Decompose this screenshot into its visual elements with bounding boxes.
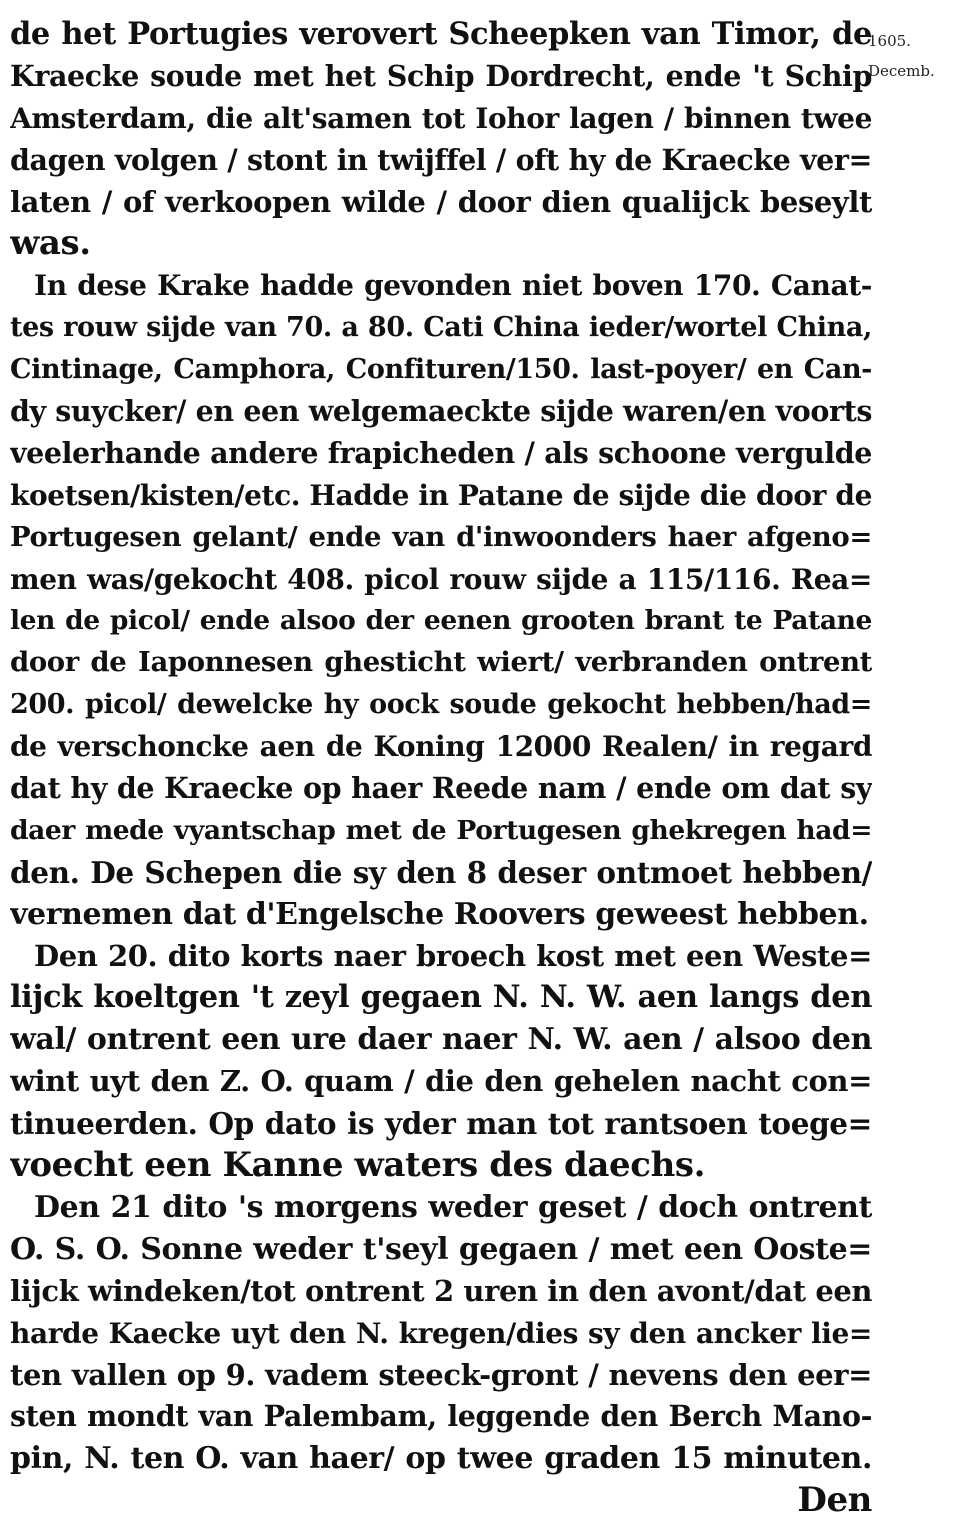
margin-note-month: Decemb. [868,62,935,80]
text-line: laten / of verkoopen wilde / door dien qualijck beseylt [10,184,872,219]
text-line: de het Portugies verovert Scheepken van Timor, de [10,16,872,52]
text-line: voecht een Kanne waters des daechs. [10,1145,706,1186]
text-line: den. De Schepen die sy den 8 deser ontmoet hebben/ [10,854,872,890]
text-line: lijck koeltgen 't zeyl gegaen N. N. W. aen langs den [10,979,872,1016]
text-line: Amsterdam, die alt'samen tot Iohor lagen / binnen twee [10,101,872,135]
margin-note-year: 1605. [868,32,911,50]
text-line: veelerhande andere frapicheden / als schoone vergulde [10,435,872,470]
text-line: door de Iaponnesen ghesticht wiert/ verbranden ontrent [10,646,872,679]
text-line: Cintinage, Camphora, Confituren/150. last-poyer/ en Can- [10,354,872,386]
text-line: Den 21 dito 's morgens weder geset / doch ontrent [34,1189,872,1225]
text-line: tes rouw sijde van 70. a 80. Cati China ieder/wortel China, [10,312,872,344]
text-line: koetsen/kisten/etc. Hadde in Patane de sijde die door de [10,478,872,512]
text-line: men was/gekocht 408. picol rouw sijde a 115/116. Rea= [10,562,872,596]
text-line: 200. picol/ dewelcke hy oock soude gekocht hebben/had= [10,689,872,721]
text-line: Kraecke soude met het Schip Dordrecht, ende 't Schip [10,58,872,93]
text-line: harde Kaecke uyt den N. kregen/dies sy den ancker lie= [10,1316,872,1350]
text-line: dat hy de Kraecke op haer Reede nam / ende om dat sy [10,771,872,806]
text-line: pin, N. ten O. van haer/ op twee graden 15 minuten. [10,1441,872,1477]
text-line: Portugesen gelant/ ende van d'inwoonders haer afgeno= [10,520,872,553]
text-line: Den 20. dito korts naer broech kost met een Weste= [34,938,872,973]
text-line: was. [10,223,91,264]
text-line: sten mondt van Palembam, leggende den Berch Mano- [10,1399,872,1434]
text-line: dagen volgen / stont in twijffel / oft hy de Kraecke ver= [10,142,872,177]
text-line: len de picol/ ende alsoo der eenen grooten brant te Patane [10,605,872,637]
text-line: daer mede vyantschap met de Portugesen ghekregen had= [10,814,872,846]
text-line: ten vallen op 9. vadem steeck-gront / nevens den eer= [10,1357,872,1392]
text-line: Den [797,1480,872,1521]
text-line: lijck windeken/tot ontrent 2 uren in den avont/dat een [10,1273,872,1308]
text-line: dy suycker/ en een welgemaeckte sijde waren/en voorts [10,394,872,429]
text-line: In dese Krake hadde gevonden niet boven 170. Canat- [34,269,872,303]
text-line: O. S. O. Sonne weder t'seyl gegaen / met een Ooste= [10,1231,872,1267]
text-line: wal/ ontrent een ure daer naer N. W. aen / alsoo den [10,1022,872,1058]
text-line: de verschoncke aen de Koning 12000 Realen/ in regard [10,730,872,764]
text-line: vernemen dat d'Engelsche Roovers geweest hebben. [10,896,869,932]
text-line: tinueerden. Op dato is yder man tot rantsoen toege= [10,1106,872,1142]
body-text [10,14,872,1522]
text-line: wint uyt den Z. O. quam / die den gehelen nacht con= [10,1064,872,1099]
